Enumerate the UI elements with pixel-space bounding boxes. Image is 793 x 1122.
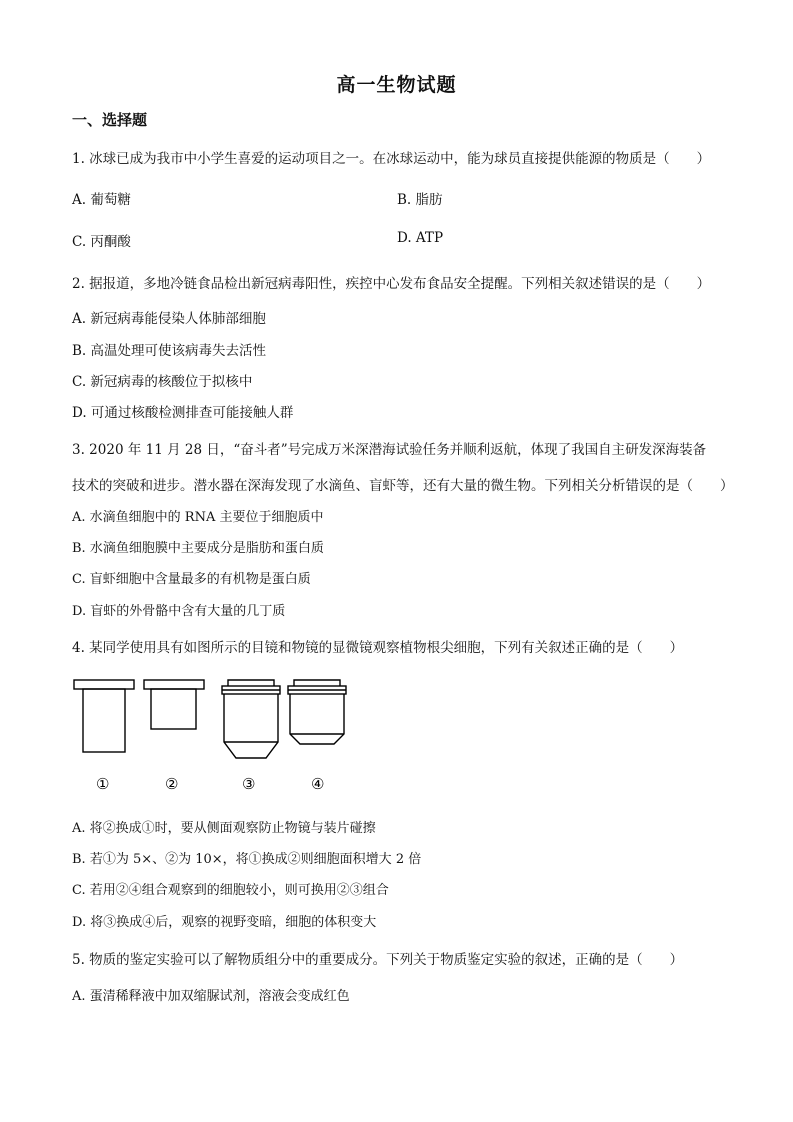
question-2-option-c: C. 新冠病毒的核酸位于拟核中	[72, 374, 253, 390]
figure-label-1: ①	[96, 775, 110, 793]
question-1-option-a: A. 葡萄糖	[72, 192, 131, 208]
question-1-stem: 1. 冰球已成为我市中小学生喜爱的运动项目之一。在冰球运动中，能为球员直接提供能源的物质是（ ）	[72, 151, 711, 167]
question-2-stem: 2. 据报道，多地冷链食品检出新冠病毒阳性，疾控中心发布食品安全提醒。下列相关叙述错误的是（ ）	[72, 276, 711, 292]
figure-label-2: ②	[165, 775, 179, 793]
question-1-option-d: D. ATP	[397, 230, 444, 246]
question-5-option-a: A. 蛋清稀释液中加双缩脲试剂，溶液会变成红色	[72, 989, 350, 1004]
question-3-option-a: A. 水滴鱼细胞中的 RNA 主要位于细胞质中	[72, 510, 324, 525]
eyepiece-long-icon	[74, 680, 134, 752]
question-2-option-d: D. 可通过核酸检测排查可能接触人群	[72, 405, 294, 421]
question-3-stem-line-2: 技术的突破和进步。潜水器在深海发现了水滴鱼、盲虾等，还有大量的微生物。下列相关分析错误的是（ ）	[72, 478, 734, 494]
question-4-option-a: A. 将②换成①时，要从侧面观察防止物镜与装片碰擦	[72, 821, 376, 836]
objective-short-icon	[288, 680, 346, 744]
eyepiece-short-icon	[144, 680, 204, 729]
question-4-option-b: B. 若①为 5×、②为 10×，将①换成②则细胞面积增大 2 倍	[72, 852, 422, 867]
microscope-lens-figure	[70, 676, 370, 801]
question-4-option-d: D. 将③换成④后，观察的视野变暗，细胞的体积变大	[72, 915, 377, 930]
section-heading: 一、选择题	[72, 111, 148, 129]
figure-label-4: ④	[311, 775, 325, 793]
page-title: 高一生物试题	[336, 74, 457, 96]
question-4-option-c: C. 若用②④组合观察到的细胞较小，则可换用②③组合	[72, 883, 389, 898]
question-3-option-d: D. 盲虾的外骨骼中含有大量的几丁质	[72, 604, 286, 619]
question-3-stem-line-1: 3. 2020 年 11 月 28 日，“奋斗者”号完成万米深潜海试验任务并顺利返航，体现了我国自主研发深海装备	[72, 442, 707, 458]
question-1-option-b: B. 脂肪	[397, 192, 443, 208]
question-5-stem: 5. 物质的鉴定实验可以了解物质组分中的重要成分。下列关于物质鉴定实验的叙述，正确的是（ ）	[72, 952, 684, 968]
question-3-option-c: C. 盲虾细胞中含量最多的有机物是蛋白质	[72, 572, 311, 587]
question-3-option-b: B. 水滴鱼细胞膜中主要成分是脂肪和蛋白质	[72, 541, 324, 556]
question-2-option-b: B. 高温处理可使该病毒失去活性	[72, 343, 267, 359]
figure-label-3: ③	[242, 775, 256, 793]
question-1-option-c: C. 丙酮酸	[72, 234, 131, 250]
question-4-stem: 4. 某同学使用具有如图所示的目镜和物镜的显微镜观察植物根尖细胞，下列有关叙述正确的是（ ）	[72, 640, 684, 656]
question-2-option-a: A. 新冠病毒能侵染人体肺部细胞	[72, 311, 266, 327]
objective-long-icon	[222, 680, 280, 758]
